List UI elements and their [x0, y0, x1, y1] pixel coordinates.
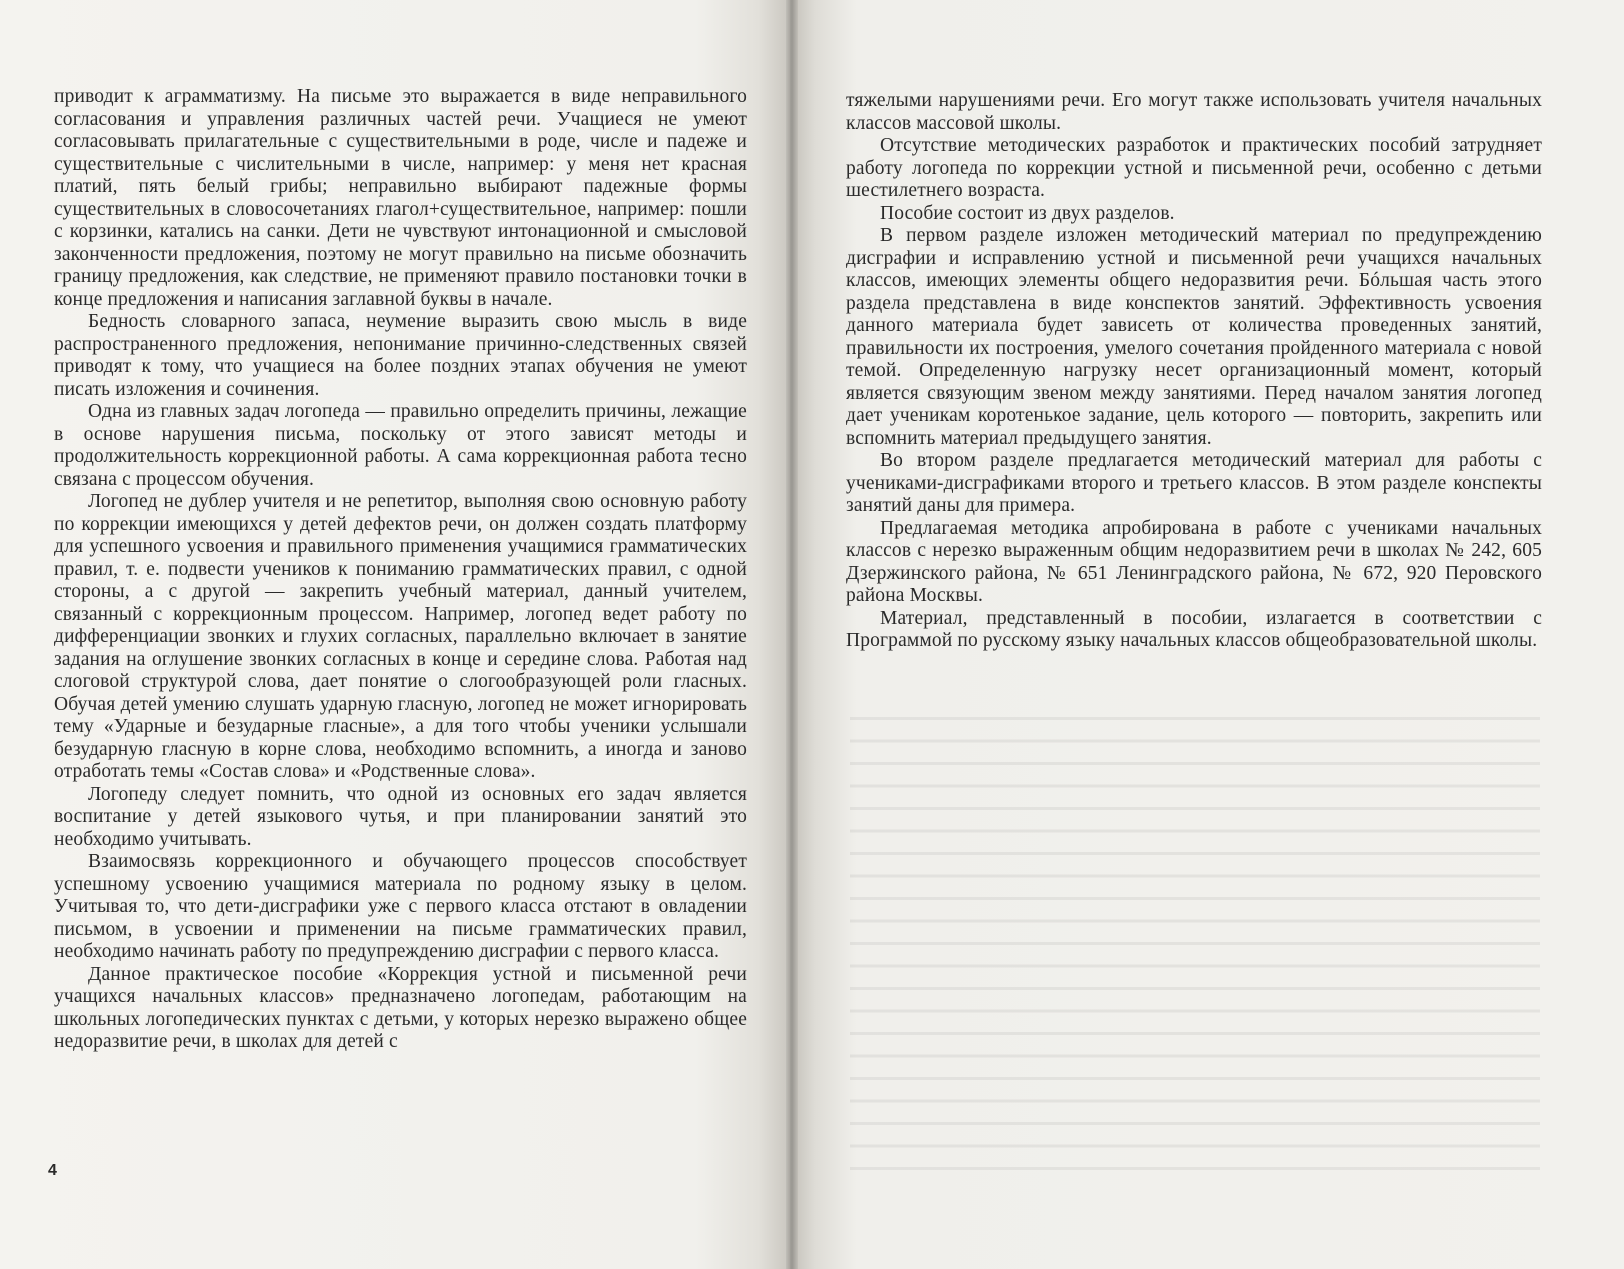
paragraph: тяжелыми нарушениями речи. Его могут также использовать учителя начальных классов массовой школы. [846, 90, 1542, 134]
page-number: 4 [48, 1162, 57, 1179]
paragraph: Взаимосвязь коррекционного и обучающего процессов способствует успешному усвоению учащимися материала по родному языку в целом. Учитывая то, что дети-дисграфики уже с первого класса отстают в овладении письмом, в усвоении и применении на письме грамматических правил, необходимо начинать работу по предупреждению дисграфии с первого класса. [54, 851, 747, 962]
show-through-texture [850, 705, 1540, 1175]
paragraph: Предлагаемая методика апробирована в работе с учениками начальных классов с нерезко выраженным общим недоразвитием речи в школах № 242, 605 Дзержинского района, № 651 Ленинградского района, № 672, 920 Перовского района Москвы. [846, 517, 1542, 606]
paragraph: Логопед не дублер учителя и не репетитор, выполняя свою основную работу по коррекции имеющихся у детей дефектов речи, он должен создать платформу для успешного усвоения и правильного применения учащимися грамматических правил, т. е. подвести учеников к пониманию грамматических правил, с одной стороны, а с другой — закрепить учебный материал, данный учителем, связанный с коррекционным процессом. Например, логопед ведет работу по дифференциации звонких и глухих согласных, параллельно включает в занятие задания на оглушение звонких согласных в конце и середине слова. Работая над слоговой структурой слова, дает понятие о слогообразующей роли гласных. Обучая детей умению слушать ударную гласную, логопед не может игнорировать тему «Ударные и безударные гласные», а для того чтобы ученики услышали безударную гласную в корне слова, необходимо вспомнить, а иногда и заново отработать темы «Состав слова» и «Родственные слова». [54, 491, 747, 782]
left-page-text [54, 86, 747, 1054]
paragraph: Бедность словарного запаса, неумение выразить свою мысль в виде распространенного предложения, непонимание причинно-следственных связей приводят к тому, что учащиеся на более поздних этапах обучения не умеют писать изложения и сочинения. [54, 311, 747, 400]
paragraph: Логопеду следует помнить, что одной из основных его задач является воспитание у детей языкового чутья, и при планировании занятий это необходимо учитывать. [54, 783, 747, 850]
paragraph: Данное практическое пособие «Коррекция устной и письменной речи учащихся начальных классов» предназначено логопедам, работающим на школьных логопедических пунктах с детьми, у которых нерезко выражено общее недоразвитие речи, в школах для детей с [54, 963, 747, 1052]
paragraph: приводит к аграмматизму. На письме это выражается в виде неправильного согласования и управления различных частей речи. Учащиеся не умеют согласовывать прилагательные с существительными в роде, числе и падеже и существительные с числительными в числе, например: у меня нет красная платий, пять белый грибы; неправильно выбирают падежные формы существительных в словосочетаниях глагол+существительное, например: пошли с корзинки, катались на санки. Дети не чувствуют интонационной и смысловой законченности предложения, поэтому не могут правильно на письме обозначить границу предложения, как следствие, не применяют правило постановки точки в конце предложения и написания заглавной буквы в начале. [54, 86, 747, 310]
book-gutter [786, 0, 798, 1269]
paragraph: В первом разделе изложен методический материал по предупреждению дисграфии и исправлению устной и письменной речи учащихся начальных классов, имеющих элементы общего недоразвития речи. Бóльшая часть этого раздела представлена в виде конспектов занятий. Эффективность усвоения данного материала будет зависеть от количества проведенных занятий, правильности их построения, умелого сочетания пройденного материала с новой темой. Определенную нагрузку несет организационный момент, который является связующим звеном между занятиями. Перед началом занятия логопед дает ученикам коротенькое задание, цель которого — повторить, закрепить или вспомнить материал предыдущего занятия. [846, 225, 1542, 449]
paragraph: Материал, представленный в пособии, излагается в соответствии с Программой по русскому языку начальных классов общеобразовательной школы. [846, 607, 1542, 651]
paragraph: Одна из главных задач логопеда — правильно определить причины, лежащие в основе нарушения письма, поскольку от этого зависят методы и продолжительность коррекционной работы. А сама коррекционная работа тесно связана с процессом обучения. [54, 401, 747, 490]
paragraph: Отсутствие методических разработок и практических пособий затрудняет работу логопеда по коррекции устной и письменной речи, особенно с детьми шестилетнего возраста. [846, 135, 1542, 201]
paragraph: Во втором разделе предлагается методический материал для работы с учениками-дисграфиками второго и третьего классов. В этом разделе конспекты занятий даны для примера. [846, 450, 1542, 516]
paragraph: Пособие состоит из двух разделов. [880, 202, 1175, 224]
left-page [0, 0, 790, 1269]
right-page-text [846, 90, 1542, 653]
